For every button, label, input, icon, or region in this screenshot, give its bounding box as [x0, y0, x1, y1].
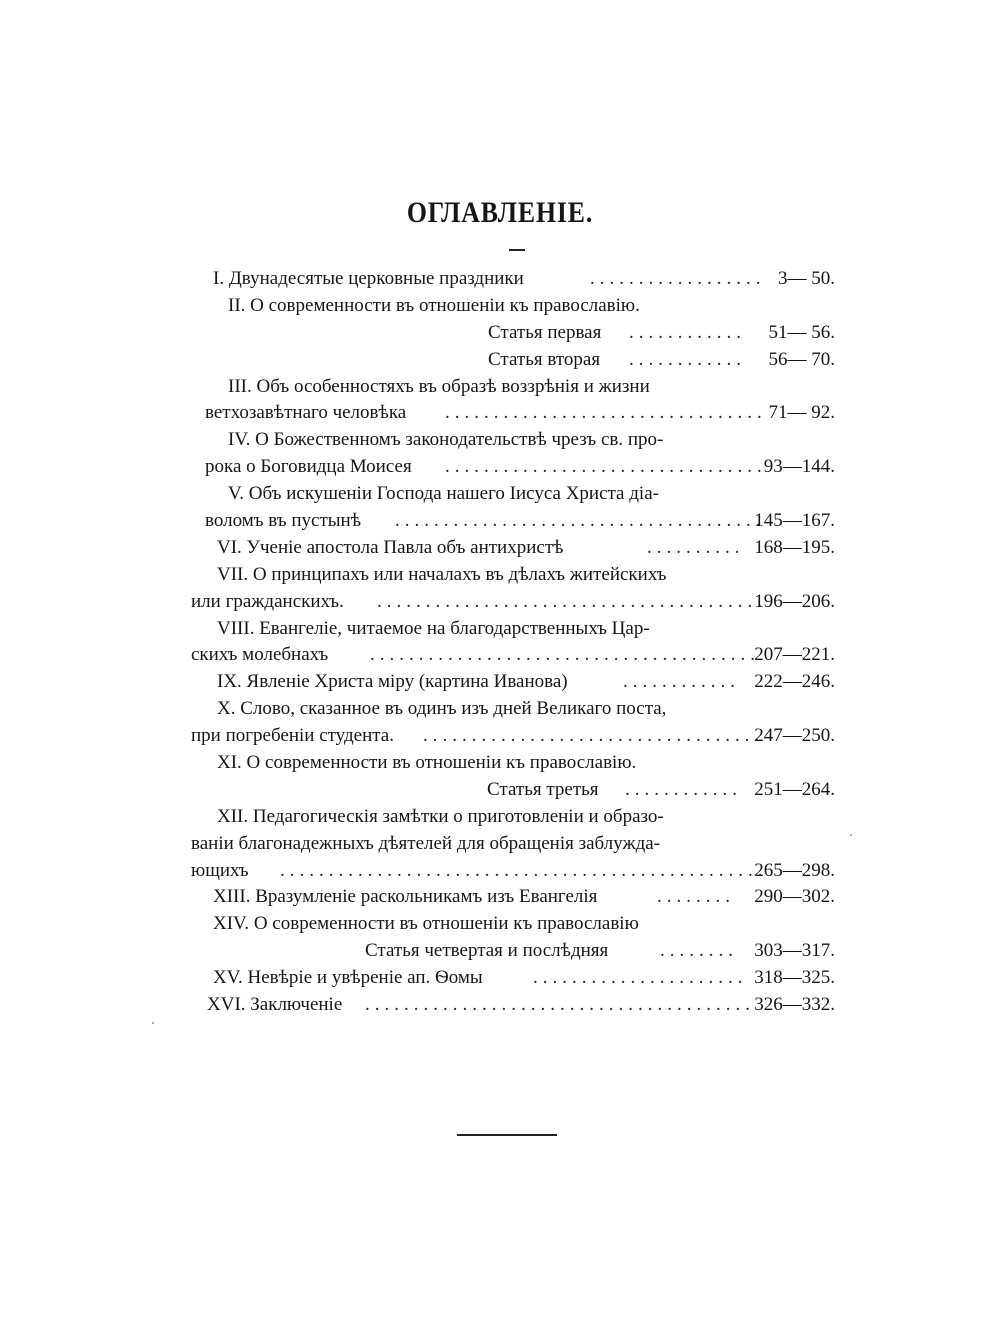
- toc-line: [205, 884, 835, 911]
- toc-entry-text: XV. Невѣріе и увѣреніе ап. Ѳомы: [213, 967, 483, 989]
- toc-entry-text: при погребеніи студента.: [191, 725, 394, 747]
- toc-line: [205, 535, 835, 562]
- dot-leader: .................................: [445, 402, 767, 424]
- dot-leader: ............: [623, 671, 740, 693]
- title-rule: [509, 249, 525, 251]
- toc-entry-text: скихъ молебнахъ: [191, 644, 329, 666]
- print-speck: [152, 1022, 154, 1024]
- toc-line: [205, 427, 835, 454]
- toc-line: [205, 266, 835, 293]
- toc-line: [205, 911, 835, 938]
- dot-leader: .................................: [445, 456, 767, 478]
- dot-leader: ............: [629, 321, 746, 343]
- toc-line: [205, 938, 835, 965]
- toc-entry-text: І. Двунадесятые церковные праздники: [213, 268, 524, 289]
- toc-line: [191, 723, 835, 750]
- toc-entry-page: 290—302.: [754, 886, 835, 908]
- toc-entry-text: VI. Ученіе апостола Павла объ антихристѣ: [217, 536, 564, 558]
- print-speck: [850, 834, 852, 836]
- toc-entry-text: V. Объ искушеніи Господа нашего Іисуса Христа діа-: [228, 483, 659, 505]
- dot-leader: ........................................: [377, 590, 767, 612]
- toc-line: [205, 293, 835, 320]
- toc-entry-text: воломъ въ пустынѣ: [205, 510, 362, 532]
- toc-entry-page: 168—195.: [754, 536, 835, 558]
- toc-entry-text: IX. Явленіе Христа міру (картина Иванова): [217, 671, 568, 693]
- toc-entry-text: ваніи благонадежныхъ дѣятелей для обращенія заблужда-: [191, 832, 661, 854]
- toc-entry-text: III. Объ особенностяхъ въ образѣ воззрѣнія и жизни: [228, 375, 650, 397]
- toc-entry-page: 247—250.: [754, 725, 835, 747]
- toc-line: [191, 589, 835, 616]
- toc-entry-text: VIII. Евангеліе, читаемое на благодарственныхъ Цар-: [217, 617, 650, 639]
- toc-line: [205, 374, 835, 401]
- toc-entry-text: XVI. Заключеніе: [207, 994, 343, 1016]
- page-title: ОГЛАВЛЕНІЕ.: [406, 196, 594, 229]
- toc-entry-page: 207—221.: [754, 644, 835, 666]
- dot-leader: ............: [629, 348, 746, 370]
- toc-entry-text: или гражданскихъ.: [191, 590, 344, 612]
- toc-entry-text: X. Слово, сказанное въ одинъ изъ дней Великаго поста,: [217, 698, 667, 720]
- dot-leader: ..........: [647, 536, 745, 558]
- toc-line: [205, 696, 835, 723]
- toc-entry-page: 265—298.: [754, 859, 835, 881]
- toc-line: [191, 831, 835, 858]
- toc-entry-text: IV. О Божественномъ законодательствѣ чрезъ св. про-: [228, 429, 664, 451]
- toc-line: [205, 508, 835, 535]
- dot-leader: ..................................................: [280, 859, 768, 881]
- toc-entry-page: 3— 50.: [778, 268, 835, 289]
- toc-line: [205, 804, 835, 831]
- toc-entry-text: XIII. Вразумленіе раскольникамъ изъ Евангелія: [213, 886, 598, 908]
- toc-entry-text: II. О современности въ отношеніи къ православію.: [228, 294, 640, 316]
- toc-entry-page: 251—264.: [754, 778, 835, 800]
- toc-line: [205, 777, 835, 804]
- dot-leader: ......................................: [395, 510, 766, 532]
- dot-leader: ........: [660, 940, 738, 962]
- toc-line: [205, 562, 835, 589]
- toc-line: [191, 858, 835, 885]
- toc-entry-page: 56— 70.: [768, 348, 835, 370]
- toc-line: [205, 616, 835, 643]
- toc-entry-text: Статья четвертая и послѣдняя: [365, 940, 609, 962]
- dot-leader: ........................................: [370, 644, 760, 666]
- toc-entry-text: Статья вторая: [488, 348, 601, 370]
- toc-entry-page: 318—325.: [754, 967, 835, 989]
- table-of-contents: [191, 266, 835, 1019]
- dot-leader: ..................: [590, 268, 766, 289]
- toc-entry-page: 222—246.: [754, 671, 835, 693]
- toc-entry-page: 326—332.: [754, 994, 835, 1016]
- toc-entry-page: 303—317.: [754, 940, 835, 962]
- toc-entry-text: рока о Боговидца Моисея: [205, 456, 412, 478]
- toc-entry-text: XI. О современности въ отношеніи къ православію.: [217, 752, 637, 774]
- toc-entry-text: ющихъ: [191, 859, 249, 881]
- toc-line: [191, 642, 835, 669]
- toc-entry-page: 71— 92.: [768, 402, 835, 424]
- toc-line: [205, 669, 835, 696]
- dot-leader: ........................................: [365, 994, 755, 1016]
- toc-line: [205, 347, 835, 374]
- toc-line: [205, 481, 835, 508]
- dot-leader: ............: [625, 778, 742, 800]
- toc-entry-page: 93—144.: [763, 456, 835, 478]
- toc-entry-text: Статья первая: [488, 321, 602, 343]
- toc-line: [205, 750, 835, 777]
- toc-line: [205, 454, 835, 481]
- dot-leader: ......................: [533, 967, 748, 989]
- toc-entry-page: 51— 56.: [768, 321, 835, 343]
- toc-line: [205, 992, 835, 1019]
- toc-entry-text: Статья третья: [487, 778, 599, 800]
- toc-entry-page: 196—206.: [754, 590, 835, 612]
- toc-line: [205, 400, 835, 427]
- toc-entry-text: XIV. О современности въ отношеніи къ православію: [213, 913, 639, 935]
- dot-leader: ...................................: [423, 725, 765, 747]
- toc-entry-text: ветхозавѣтнаго человѣка: [205, 402, 407, 424]
- toc-line: [205, 965, 835, 992]
- toc-entry-page: 145—167.: [754, 510, 835, 532]
- toc-entry-text: XII. Педагогическія замѣтки о приготовленіи и образо-: [217, 805, 664, 827]
- toc-line: [205, 320, 835, 347]
- end-rule: [457, 1134, 557, 1136]
- dot-leader: ........: [657, 886, 735, 908]
- toc-entry-text: VII. О принципахъ или началахъ въ дѣлахъ житейскихъ: [217, 563, 667, 585]
